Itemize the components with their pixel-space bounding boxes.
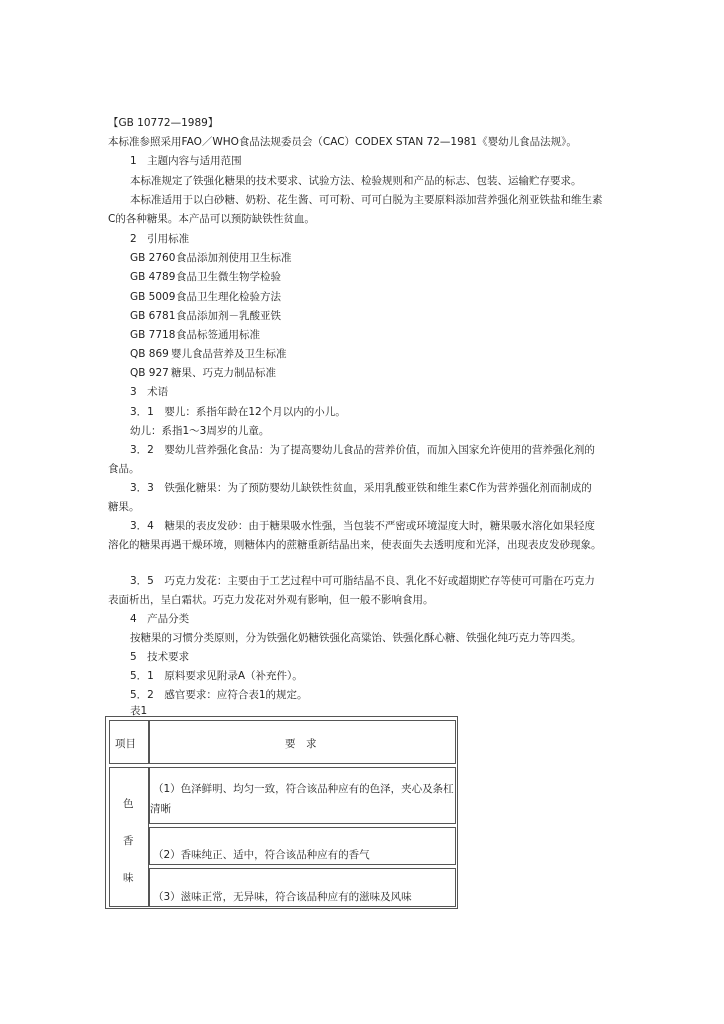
reference-name: 食品添加剂使用卫生标准: [176, 252, 292, 264]
table-1: [105, 716, 458, 909]
term-3-3: 3．3 铁强化糖果：为了预防婴幼儿缺铁性贫血，采用乳酸亚铁和维生素C作为营养强化剂而制成的: [130, 482, 592, 494]
table-header-requirement-text: 要 求: [285, 738, 317, 750]
table-1-grid: [109, 720, 454, 905]
table-header-requirement: [149, 720, 456, 764]
requirement-line: （2）香味纯正、适中，符合该品种应有的香气: [153, 849, 370, 861]
reference-code: GB 6781: [130, 310, 176, 322]
term-3-4-cont: 溶化的糖果再遇干燥环境，则糖体内的蔗糖重新结晶出来，使表面失去透明度和光泽，出现表皮发砂现象。: [108, 539, 602, 551]
table-row: [149, 827, 456, 865]
reference-name: 食品标签通用标准: [176, 329, 260, 341]
table-row: [149, 767, 456, 824]
section-1-title: 1 主题内容与适用范围: [130, 155, 242, 167]
table-header-item-text: 项目: [115, 738, 136, 750]
table-caption: 表1: [130, 705, 148, 717]
reference-name: 食品卫生理化检验方法: [176, 291, 281, 303]
reference-item: [130, 366, 276, 380]
reference-item: [130, 309, 281, 323]
reference-name: 糖果、巧克力制品标准: [171, 367, 276, 379]
table-header-item: [109, 720, 149, 764]
reference-code: GB 5009: [130, 291, 176, 303]
section-1-paragraph-2-cont: C的各种糖果。本产品可以预防缺铁性贫血。: [108, 213, 315, 225]
reference-item: [130, 328, 260, 342]
term-3-3-cont: 糖果。: [108, 501, 140, 513]
reference-line: 本标准参照采用FAO／WHO食品法规委员会（CAC）CODEX STAN 72—1981《婴幼儿食品法规》。: [108, 136, 577, 148]
section-1-paragraph-2: 本标准适用于以白砂糖、奶粉、花生酱、可可粉、可可白脱为主要原料添加营养强化剂亚铁盐和维生素: [130, 194, 603, 206]
section-5-title: 5 技术要求: [130, 651, 190, 663]
reference-item: [130, 251, 292, 265]
term-3-1-child: 幼儿：系指1～3周岁的儿童。: [130, 425, 270, 437]
reference-code: QB 869: [130, 348, 169, 360]
section-4-paragraph: 按糖果的习惯分类原则，分为铁强化奶糖铁强化高粱饴、铁强化酥心糖、铁强化纯巧克力等四类。: [130, 632, 582, 644]
reference-name: 婴儿食品营养及卫生标准: [171, 348, 287, 360]
term-3-2-cont: 食品。: [108, 463, 140, 475]
reference-code: GB 7718: [130, 329, 176, 341]
section-3-title: 3 术语: [130, 386, 169, 398]
term-3-5-cont: 表面析出，呈白霜状。巧克力发花对外观有影响，但一般不影响食用。: [108, 594, 434, 606]
standard-id: 【GB 10772—1989】: [108, 117, 219, 129]
clause-5-1: 5．1 原料要求见附录A（补充件）。: [130, 670, 303, 682]
clause-5-2: 5．2 感官要求：应符合表1的规定。: [130, 689, 308, 701]
section-4-title: 4 产品分类: [130, 613, 190, 625]
reference-item: [130, 290, 281, 304]
reference-name: 食品添加剂－乳酸亚铁: [176, 310, 281, 322]
section-2-title: 2 引用标准: [130, 233, 190, 245]
reference-code: GB 2760: [130, 252, 176, 264]
term-3-2: 3．2 婴幼儿营养强化食品：为了提高婴幼儿食品的营养价值，而加入国家允许使用的营养强化剂的: [130, 444, 595, 456]
requirement-line: 清晰: [150, 803, 171, 815]
term-3-4: 3．4 糖果的表皮发砂：由于糖果吸水性强，当包装不严密或环境湿度大时，糖果吸水溶化如果轻度: [130, 520, 595, 532]
reference-code: GB 4789: [130, 271, 176, 283]
term-3-1: 3．1 婴儿：系指年龄在12个月以内的小儿。: [130, 406, 346, 418]
item-char: 香: [123, 835, 134, 847]
table-item-cell: [109, 767, 149, 907]
reference-item: [130, 347, 287, 361]
requirement-line: （3）滋味正常，无异味，符合该品种应有的滋味及风味: [153, 891, 412, 903]
table-row: [149, 868, 456, 907]
reference-name: 食品卫生微生物学检验: [176, 271, 281, 283]
item-char: 味: [123, 872, 134, 884]
term-3-5: 3．5 巧克力发花：主要由于工艺过程中可可脂结晶不良、乳化不好或超期贮存等使可可脂在巧克力: [130, 575, 595, 587]
section-1-paragraph-1: 本标准规定了铁强化糖果的技术要求、试验方法、检验规则和产品的标志、包装、运输贮存要求。: [130, 175, 582, 187]
requirement-line: （1）色泽鲜明、均匀一致，符合该品种应有的色泽，夹心及条杠: [153, 783, 454, 795]
item-char: 色: [123, 798, 134, 810]
reference-item: [130, 270, 281, 284]
reference-code: QB 927: [130, 367, 169, 379]
